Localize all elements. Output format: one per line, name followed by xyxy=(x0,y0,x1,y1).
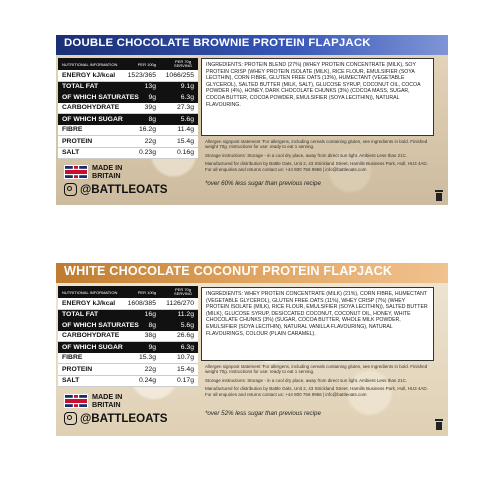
nutrient-per100: 8g xyxy=(148,321,156,329)
handle-text: @BATTLEOATS xyxy=(80,412,168,425)
nutrition-row xyxy=(58,92,198,103)
nutrition-row xyxy=(58,82,198,93)
nutrition-header-per100: PER 100g xyxy=(137,62,156,67)
nutrition-header-serving: PER 70g SERVING xyxy=(174,59,192,68)
made-in-line: MADE IN xyxy=(92,163,123,172)
storage-instructions: Storage instructions: Storage - in a cool dry place, away from direct sun light. Ambient Less than 21C. xyxy=(205,377,408,383)
sugar-note: *over 60% less sugar than previous recipe xyxy=(205,180,321,187)
nutrition-row xyxy=(58,331,198,343)
uk-flag-icon xyxy=(64,165,88,179)
nutrient-label: SALT xyxy=(62,149,80,156)
info-block xyxy=(205,364,435,400)
nutrition-row xyxy=(58,320,198,331)
nutrient-serving: 1126/270 xyxy=(166,299,194,307)
nutrient-label: OF WHICH SUGAR xyxy=(62,343,123,351)
nutrient-per100: 22g xyxy=(144,137,156,145)
nutrient-serving: 6.3g xyxy=(180,93,194,101)
made-in-line: BRITAIN xyxy=(92,170,121,180)
made-in-line: BRITAIN xyxy=(92,399,121,409)
title-banner xyxy=(56,35,448,55)
nutrition-row xyxy=(58,342,198,353)
nutrient-per100: 13g xyxy=(144,83,156,90)
nutrient-label: OF WHICH SUGAR xyxy=(62,115,123,123)
nutrient-serving: 5.6g xyxy=(180,115,194,123)
nutrition-row xyxy=(58,136,198,148)
nutrient-serving: 1066/255 xyxy=(165,71,194,79)
nutrient-per100: 38g xyxy=(144,332,156,339)
uk-flag-icon xyxy=(64,394,88,408)
nutrition-row xyxy=(58,364,198,376)
nutrient-label: ENERGY kJ/kcal xyxy=(62,71,116,79)
nutrient-serving: 15.4g xyxy=(176,137,194,145)
nutrient-serving: 11.4g xyxy=(177,126,194,133)
allergen-statement: Allergen signpost statement 'For allergens, including cereals containing gluten, see ingredients in bold. Finished weight 70g. Instructions for use: ready to eat 1 serving. xyxy=(205,139,428,150)
nutrient-serving: 26.6g xyxy=(176,332,194,339)
nutrient-per100: 9g xyxy=(148,343,156,351)
nutrition-header-label: NUTRITIONAL INFORMATION xyxy=(62,62,118,67)
nutrient-label: CARBOHYDRATE xyxy=(62,332,120,339)
title-banner xyxy=(56,263,448,283)
nutrient-label: TOTAL FAT xyxy=(62,311,99,318)
product-label-brownie xyxy=(56,35,448,205)
made-in-line: MADE IN xyxy=(92,392,123,401)
nutrition-row xyxy=(58,298,198,310)
nutrition-header-per100: PER 100g xyxy=(137,290,156,295)
manufacturer-info: Manufactured for distribution by Battle Oats, Unit 2, 43 Strickland Street, Hamills Business Park, Hull, HU3 4AD. For all enquiries and returns contact us: +44 800 756 9966 | info@battleoats.com xyxy=(205,161,428,172)
nutrient-serving: 11.2g xyxy=(177,311,194,318)
ingredients-text: INGREDIENTS: PROTEIN BLEND (27%) (WHEY PROTEIN CONCENTRATE (MILK), SOY PROTEIN CRISP (WHEY PROTEIN ISOLATE (MILK), RICE FLOUR, EMULSIFIER (SOYA LECITHIN), CORN FIBRE, GLUTEN FREE OATS (13%), HUMECTANT (VEGETABLE GLYCEROL), SALTED BUTTER (MILK, SALT), GLUCOSE SYRUP, COCONUT OIL, COCOA POWDER (4%), HONEY, DARK CHOCOLATE CHUNKS (3%) (COCOA MASS, SUGAR, COCOA BUTTER, COCOA POWDER, EMULSIFIER (SOYA LECITHIN)), NATURAL FLAVOURING. xyxy=(206,62,421,108)
ingredients-box xyxy=(201,58,434,136)
made-in-text xyxy=(92,164,122,179)
instagram-icon xyxy=(64,412,77,425)
made-in-britain xyxy=(64,164,122,179)
ingredients-box xyxy=(201,287,434,361)
nutrient-per100: 1608/385 xyxy=(127,299,156,307)
nutrient-per100: 22g xyxy=(144,365,156,373)
nutrient-label: FIBRE xyxy=(62,126,83,133)
info-block xyxy=(205,139,435,175)
nutrient-serving: 0.17g xyxy=(176,377,194,384)
product-title: DOUBLE CHOCOLATE BROWNIE PROTEIN FLAPJACK xyxy=(64,37,371,49)
nutrient-label: CARBOHYDRATE xyxy=(62,104,120,111)
nutrient-serving: 6.3g xyxy=(180,343,194,351)
nutrient-per100: 8g xyxy=(148,115,156,123)
nutrient-per100: 1523/365 xyxy=(127,71,156,79)
nutrition-row xyxy=(58,353,198,365)
nutrient-per100: 16.2g xyxy=(138,126,156,133)
recycle-bin-icon xyxy=(434,190,444,202)
nutrient-label: PROTEIN xyxy=(62,137,93,145)
nutrient-serving: 10.7g xyxy=(176,354,194,361)
nutrition-header xyxy=(58,58,198,70)
nutrient-label: ENERGY kJ/kcal xyxy=(62,299,116,307)
nutrient-per100: 0.24g xyxy=(138,377,156,384)
nutrition-header xyxy=(58,286,198,298)
nutrient-per100: 15.3g xyxy=(138,354,156,361)
nutrition-row xyxy=(58,310,198,321)
ingredients-text: INGREDIENTS: WHEY PROTEIN CONCENTRATE (MILK) (21%), CORN FIBRE, HUMECTANT (VEGETABLE GLYCEROL), GLUTEN FREE OATS (11%), WHEY CRISP (7%) (WHEY PROTEIN ISOLATE (MILK), RICE FLOUR, EMULSIFIER (SOYA LECITHIN)), SALTED BUTTER (MILK), GLUCOSE SYRUP, DESICCATED COCONUT, COCONUT OIL, HONEY, WHITE CHOCOLATE CHUNKS (3%) (SUGAR, COCOA BUTTER, WHOLE MILK POWDER, EMULSIFIER (SOYA LECITHIN), NATURAL VANILLA FLAVOURING), NATURAL FLAVOURINGS, COLOUR (PLAIN CARAMEL). xyxy=(206,291,428,337)
nutrient-per100: 9g xyxy=(148,93,156,101)
recycle-bin-icon xyxy=(434,419,444,431)
manufacturer-info: Manufactured for distribution by Battle Oats, Unit 2, 43 Strickland Street, Hamills Business Park, Hull, HU3 4AD. For all enquiries and returns contact us: +44 800 756 9966 | info@battleoats.com xyxy=(205,386,428,397)
nutrient-label: PROTEIN xyxy=(62,365,93,373)
nutrition-row xyxy=(58,125,198,137)
made-in-text xyxy=(92,393,122,408)
product-label-white-chocolate xyxy=(56,263,448,436)
nutrition-row xyxy=(58,103,198,115)
nutrition-row xyxy=(58,114,198,125)
product-title: WHITE CHOCOLATE COCONUT PROTEIN FLAPJACK xyxy=(64,264,393,278)
instagram-icon xyxy=(64,183,77,196)
nutrient-per100: 0.23g xyxy=(138,149,156,156)
social-handle xyxy=(64,183,168,196)
nutrition-row xyxy=(58,148,198,160)
nutrient-label: SALT xyxy=(62,377,80,384)
nutrient-serving: 15.4g xyxy=(176,365,194,373)
storage-instructions: Storage instructions: Storage - in a cool dry place, away from direct sun light. Ambient Less than 21C. xyxy=(205,152,408,158)
nutrient-per100: 16g xyxy=(144,311,156,318)
nutrient-label: OF WHICH SATURATES xyxy=(62,93,139,101)
nutrition-header-label: NUTRITIONAL INFORMATION xyxy=(62,290,118,295)
allergen-statement: Allergen signpost statement 'For allergens, including cereals containing gluten, see ingredients in bold. Finished weight 70g. Instructions for use: ready to eat 1 serving. xyxy=(205,364,428,375)
nutrient-label: OF WHICH SATURATES xyxy=(62,321,139,329)
nutrient-serving: 9.1g xyxy=(180,83,194,90)
nutrient-serving: 27.3g xyxy=(176,104,194,111)
nutrient-label: TOTAL FAT xyxy=(62,83,99,90)
nutrition-table xyxy=(58,286,198,387)
nutrition-header-serving: PER 70g SERVING xyxy=(174,287,192,296)
nutrient-per100: 39g xyxy=(144,104,156,111)
nutrient-label: FIBRE xyxy=(62,354,83,361)
nutrient-serving: 0.16g xyxy=(176,149,194,156)
handle-text: @BATTLEOATS xyxy=(80,183,168,196)
nutrition-row xyxy=(58,70,198,82)
nutrition-table xyxy=(58,58,198,159)
sugar-note: *over 52% less sugar than previous recipe xyxy=(205,410,321,417)
social-handle xyxy=(64,412,168,425)
made-in-britain xyxy=(64,393,122,408)
nutrient-serving: 5.6g xyxy=(180,321,194,329)
nutrition-row xyxy=(58,376,198,388)
